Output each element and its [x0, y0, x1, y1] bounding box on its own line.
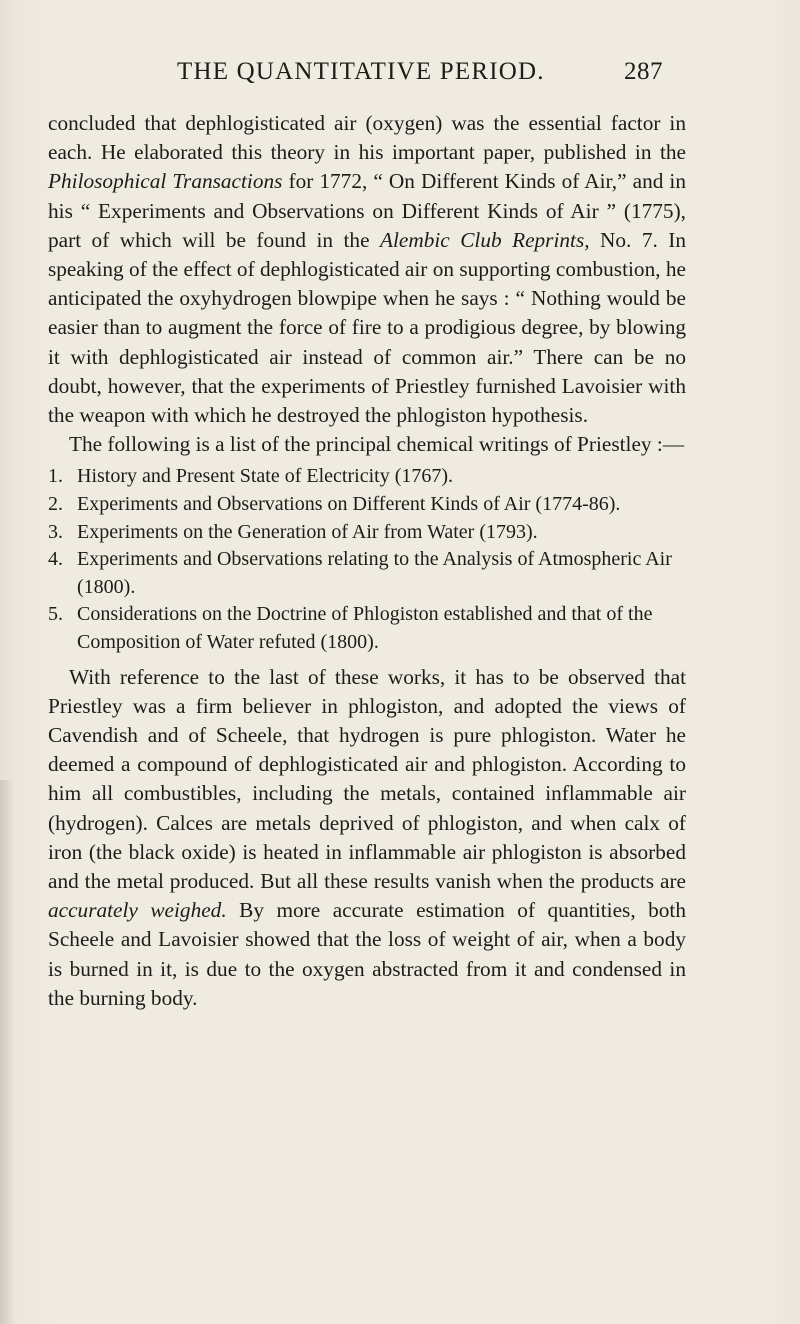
list-item-text: Experiments on the Generation of Air from Water (1793).: [77, 520, 538, 543]
body-text: [48, 109, 686, 1013]
paragraph-1-italic-title-b: Alembic Club Reprints,: [379, 227, 590, 252]
page-number: 287: [624, 58, 663, 85]
paragraph-1-text-c: No. 7. In speaking of the effect of dephlogisticated air on supporting combustion, he anticipated the oxyhydrogen blowpipe when he says : “ Nothing would be easier than to augment the force of fire to a prodigious degree, by blowing it with dephlogisticated air instead of common air.” There can be no doubt, however, that the experiments of Priestley furnished Lavoisier with the weapon with which he destroyed the phlogiston hypothesis.: [48, 227, 686, 428]
paragraph-1-text-a: concluded that dephlogisticated air (oxygen) was the essential factor in each. He elaborated this theory in his important paper, published in the: [48, 111, 686, 165]
list-item-text: History and Present State of Electricity (1767).: [77, 465, 454, 488]
list-item-number: 4.: [48, 548, 63, 571]
list-item-number: 3.: [48, 520, 63, 543]
running-head: [0, 58, 800, 98]
list-item-number: 2.: [48, 493, 63, 516]
paragraph-3-text-a: With reference to the last of these works, it has to be observed that Priestley was a firm believer in phlogiston, and adopted the views of Cavendish and of Scheele, that hydrogen is pure phlogiston. Water he deemed a compound of dephlogisticated air and phlogiston. According to him all combustibles, including the metals, contained inflammable air (hydrogen). Calces are metals deprived of phlogiston, and when calx of iron (the black oxide) is heated in inflammable air phlogiston is absorbed and the metal produced. But all these results vanish when the products are: [48, 664, 686, 894]
list-item: [48, 519, 686, 547]
paragraph-1-text-b: for 1772, “ On Different Kinds of Air,” and in his “ Experiments and Observations on Different Kinds of Air ” (1775), part of which will be found in the: [48, 169, 686, 252]
paragraph-3-italic-phrase: accurately weighed.: [48, 898, 227, 923]
paragraph-3-text-b: By more accurate estimation of quantities, both Scheele and Lavoisier showed that the loss of weight of air, when a body is burned in it, is due to the oxygen abstracted from it and condensed in the burning body.: [48, 898, 686, 1010]
running-title: THE QUANTITATIVE PERIOD.: [177, 58, 545, 85]
list-item: [48, 491, 686, 519]
list-item: [48, 601, 686, 656]
list-item-number: 5.: [48, 603, 63, 626]
paragraph-conclusion: [48, 663, 686, 1013]
list-item-text: Experiments and Observations on Different Kinds of Air (1774-86).: [77, 493, 621, 516]
list-item: [48, 546, 686, 601]
paragraph-continued: [48, 109, 686, 430]
paragraph-1-italic-title-a: Philosophical Transactions: [48, 169, 283, 194]
list-item-text: Considerations on the Doctrine of Phlogiston established and that of the Composition of Water refuted (1800).: [77, 603, 653, 653]
writings-list: [48, 463, 686, 656]
list-item-number: 1.: [48, 465, 63, 488]
list-item-text: Experiments and Observations relating to the Analysis of Atmospheric Air (1800).: [77, 548, 672, 598]
page-edge-shadow: [0, 780, 14, 1324]
paragraph-list-intro: The following is a list of the principal chemical writings of Priestley :—: [69, 432, 685, 457]
list-item: [48, 463, 686, 491]
